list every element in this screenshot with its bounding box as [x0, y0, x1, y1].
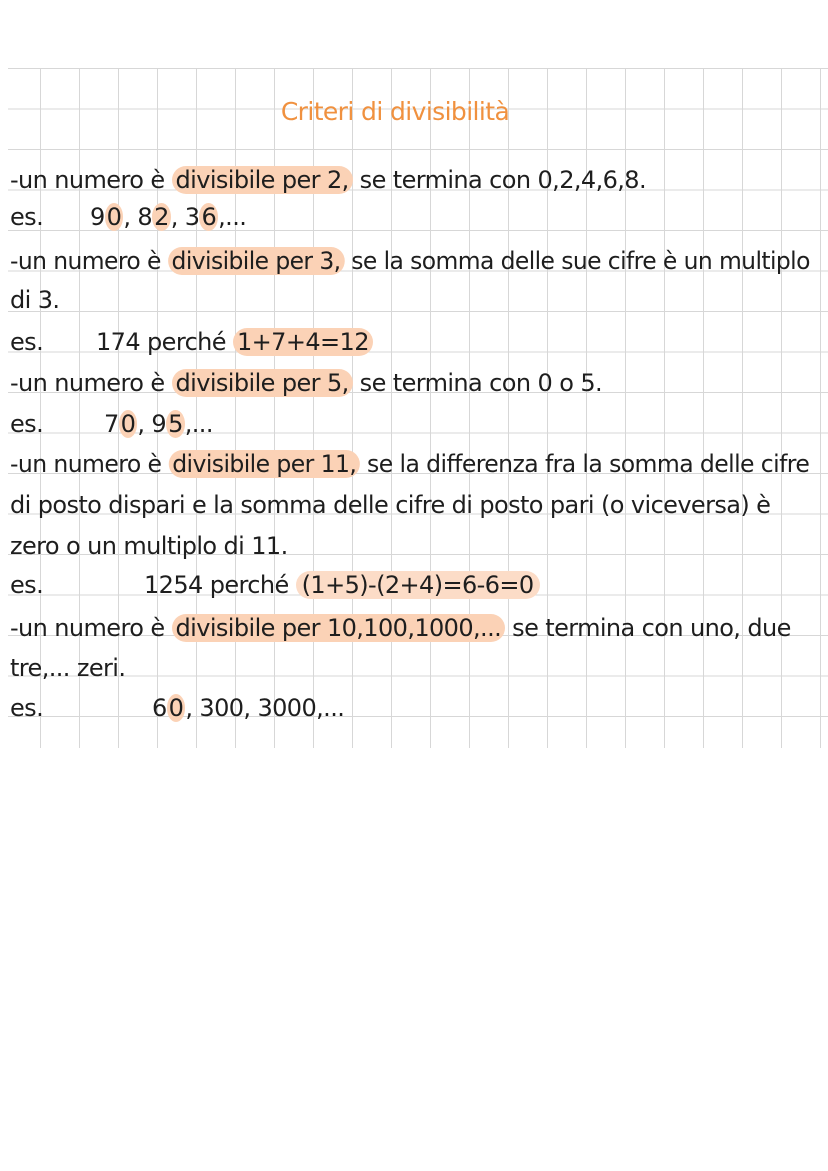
rule-divisible-by-11 — [10, 446, 809, 482]
example-divisible-by-2 — [10, 199, 246, 235]
example-label: es. — [10, 203, 44, 231]
rule-highlight: divisibile per 10,100,1000,... — [172, 614, 506, 642]
example-text: 1254 perché — [144, 571, 296, 599]
highlighted-digit: 0 — [120, 410, 136, 438]
rule-suffix: se termina con 0 o 5. — [352, 369, 603, 397]
rule-prefix: -un numero è — [10, 166, 172, 194]
rule-prefix: -un numero è — [10, 614, 172, 642]
example-text: 9 — [90, 203, 105, 231]
rule-suffix: se la differenza fra la somma delle cifre — [360, 450, 810, 478]
highlighted-digit: 5 — [168, 410, 183, 438]
rule-divisible-by-powers-of-10 — [10, 610, 791, 646]
rule-divisible-by-powers-of-10-cont: tre,... zeri. — [10, 654, 126, 682]
example-divisible-by-11 — [10, 567, 540, 603]
rule-highlight: divisibile per 5, — [172, 369, 353, 397]
example-text: 174 perché — [96, 328, 233, 356]
example-label: es. — [10, 571, 44, 599]
example-label: es. — [10, 410, 44, 438]
rule-prefix: -un numero è — [10, 247, 168, 275]
rule-divisible-by-3 — [10, 243, 810, 279]
example-text: 7 — [104, 410, 119, 438]
highlighted-digit: 0 — [106, 203, 122, 231]
example-divisible-by-powers-of-10 — [10, 690, 344, 726]
example-text: 6 — [152, 694, 167, 722]
rule-highlight: divisibile per 2, — [172, 166, 353, 194]
example-expression: (1+5)-(2+4)=6-6=0 — [296, 571, 540, 599]
rule-highlight: divisibile per 11, — [168, 450, 360, 478]
rule-highlight: divisibile per 3, — [168, 247, 345, 275]
highlighted-digit: 0 — [168, 694, 184, 722]
page-title: Criteri di divisibilità — [280, 97, 510, 126]
rule-prefix: -un numero è — [10, 369, 172, 397]
example-text: , 9 — [137, 410, 167, 438]
rule-prefix: -un numero è — [10, 450, 169, 478]
example-text: , 8 — [123, 203, 153, 231]
rule-divisible-by-11-cont-2: zero o un multiplo di 11. — [10, 532, 288, 560]
example-text: , 300, 3000,... — [185, 694, 345, 722]
example-text: , 3 — [170, 203, 200, 231]
highlighted-digit: 2 — [154, 203, 169, 231]
rule-suffix: se termina con 0,2,4,6,8. — [352, 166, 646, 194]
example-label: es. — [10, 694, 44, 722]
example-label: es. — [10, 328, 44, 356]
rule-divisible-by-3-cont: di 3. — [10, 286, 60, 314]
rule-divisible-by-5 — [10, 365, 602, 401]
example-divisible-by-5 — [10, 406, 213, 442]
example-expression: 1+7+4=12 — [233, 328, 373, 356]
example-divisible-by-3 — [10, 324, 373, 360]
example-text: ,... — [218, 203, 247, 231]
rule-divisible-by-11-cont-1: di posto dispari e la somma delle cifre di posto pari (o viceversa) è — [10, 491, 771, 519]
highlighted-digit: 6 — [201, 203, 217, 231]
example-text: ,... — [184, 410, 213, 438]
rule-divisible-by-2 — [10, 162, 646, 198]
rule-suffix: se termina con uno, due — [505, 614, 791, 642]
rule-suffix: se la somma delle sue cifre è un multiplo — [344, 247, 810, 275]
